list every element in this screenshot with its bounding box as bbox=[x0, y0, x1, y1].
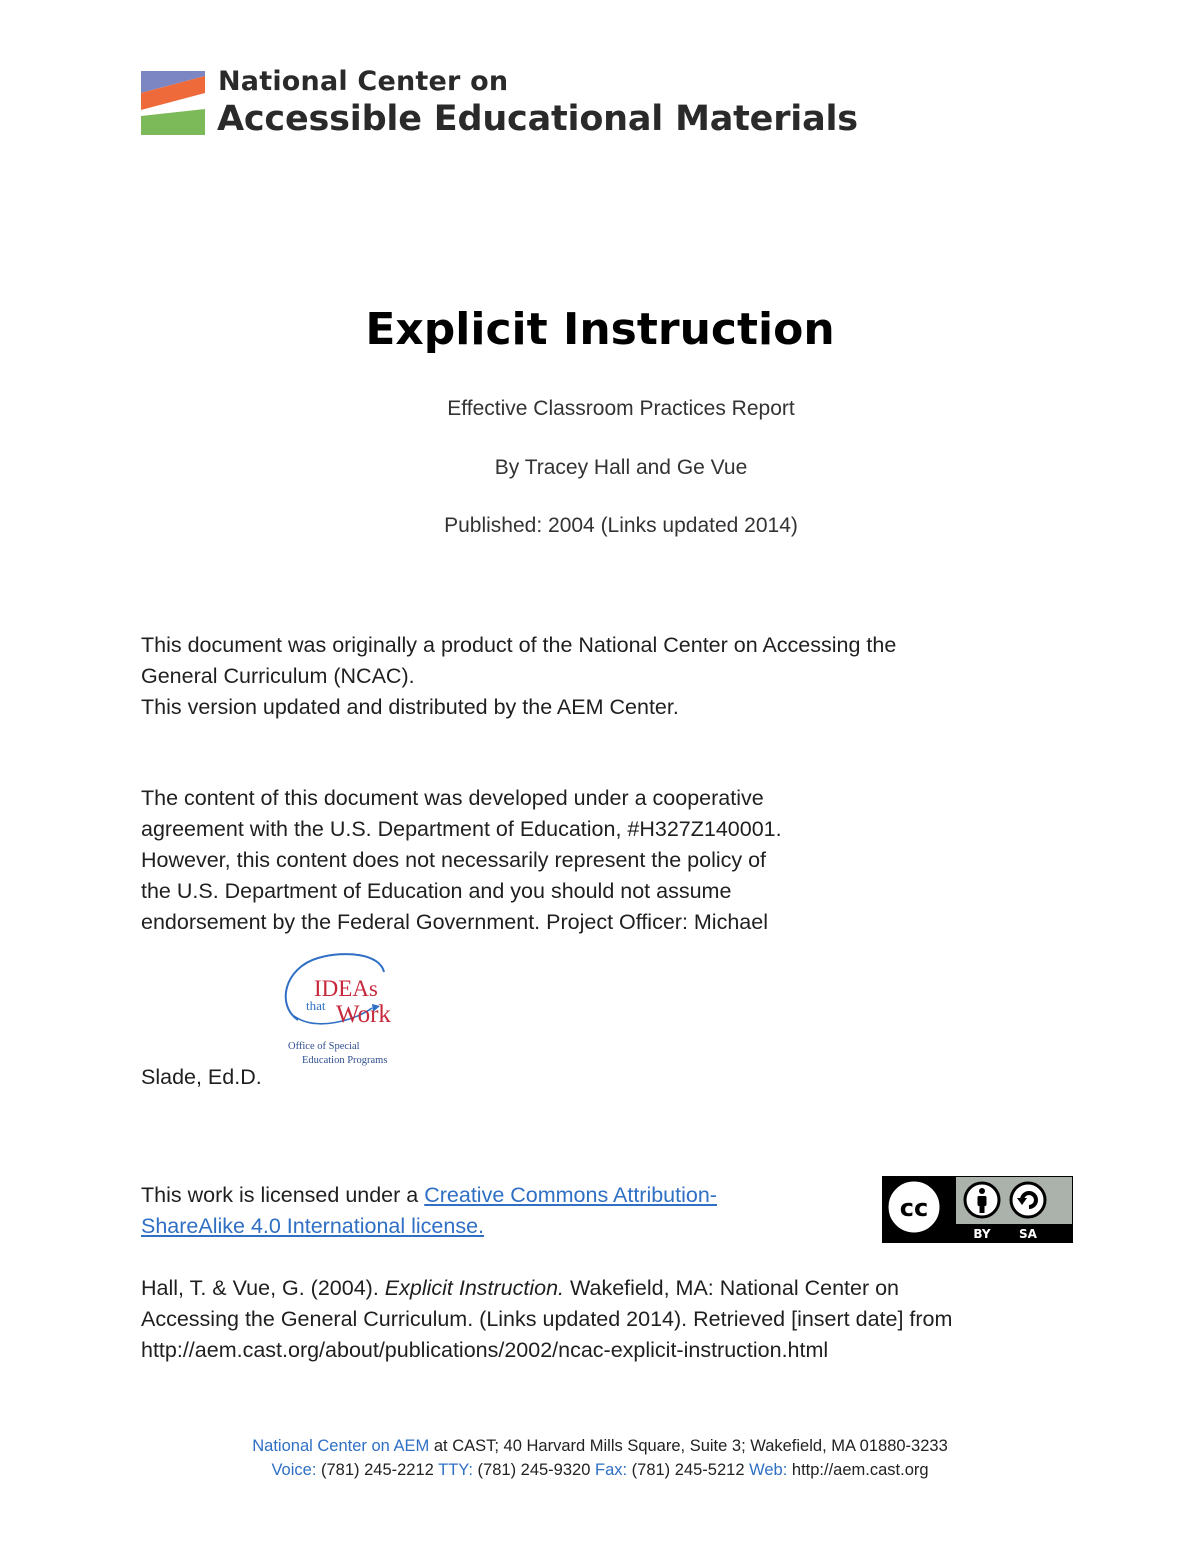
footer-voice-label: Voice: bbox=[271, 1461, 317, 1479]
license-prefix: This work is licensed under a bbox=[141, 1183, 425, 1207]
disclaimer-line: agreement with the U.S. Department of Education, #H327Z140001. bbox=[141, 817, 782, 841]
citation-url[interactable]: http://aem.cast.org/about/publications/2002/ncac-explicit-instruction.html bbox=[141, 1338, 829, 1362]
document-published: Published: 2004 (Links updated 2014) bbox=[444, 514, 798, 537]
origin-line: General Curriculum (NCAC). bbox=[141, 664, 415, 688]
disclaimer-line: the U.S. Department of Education and you should not assume bbox=[141, 879, 732, 903]
cc-badge-sa-text: SA bbox=[1019, 1227, 1037, 1241]
footer-tty-label: TTY: bbox=[438, 1461, 473, 1479]
citation-authors: Hall, T. & Vue, G. (2004). bbox=[141, 1276, 385, 1300]
license-link-line1[interactable]: Creative Commons Attribution- bbox=[424, 1183, 717, 1207]
disclaimer-line: However, this content does not necessarily represent the policy of bbox=[141, 848, 767, 872]
footer-web[interactable]: http://aem.cast.org bbox=[787, 1461, 929, 1479]
license-link-line2[interactable]: ShareAlike 4.0 International license. bbox=[141, 1214, 485, 1238]
footer-voice: (781) 245-2212 bbox=[316, 1461, 439, 1479]
ideas-logo-ideas-text: IDEAs bbox=[314, 976, 378, 1001]
origin-line: This version updated and distributed by the AEM Center. bbox=[141, 695, 679, 719]
footer-contacts bbox=[0, 1461, 1200, 1480]
disclaimer-line: The content of this document was developed under a cooperative bbox=[141, 786, 764, 810]
document-title: Explicit Instruction bbox=[365, 304, 835, 355]
logo-org-line2: Accessible Educational Materials bbox=[217, 99, 858, 139]
footer-address bbox=[0, 1437, 1200, 1456]
aem-logo-mark-icon bbox=[141, 71, 205, 135]
disclaimer-line: endorsement by the Federal Government. Project Officer: Michael bbox=[141, 910, 768, 934]
footer-org: National Center on AEM bbox=[252, 1437, 430, 1455]
cc-by-sa-badge-icon[interactable] bbox=[882, 1176, 1073, 1243]
citation-paragraph bbox=[141, 1273, 952, 1366]
footer-tty: (781) 245-9320 bbox=[472, 1461, 595, 1479]
cc-badge-by-text: BY bbox=[973, 1227, 991, 1241]
citation-line2: Accessing the General Curriculum. (Links updated 2014). Retrieved [insert date] from bbox=[141, 1307, 953, 1331]
footer-fax-label: Fax: bbox=[594, 1461, 628, 1479]
document-subtitle: Effective Classroom Practices Report bbox=[447, 397, 795, 420]
ideas-logo-work-text: Work bbox=[336, 1001, 391, 1028]
origin-line: This document was originally a product of the National Center on Accessing the bbox=[141, 633, 897, 657]
footer-web-label: Web: bbox=[749, 1461, 788, 1479]
logo-org-line1: National Center on bbox=[218, 66, 509, 97]
footer-address-text: at CAST; 40 Harvard Mills Square, Suite 3; Wakefield, MA 01880-3233 bbox=[429, 1437, 948, 1455]
ideas-that-work-logo-icon bbox=[276, 950, 412, 1070]
cc-badge-cc-text: cc bbox=[899, 1194, 929, 1222]
project-officer-suffix: Slade, Ed.D. bbox=[141, 1065, 262, 1089]
origin-paragraph bbox=[141, 630, 896, 723]
license-paragraph bbox=[141, 1180, 717, 1242]
ideas-logo-office-line2: Education Programs bbox=[302, 1055, 388, 1066]
ideas-logo-office-line1: Office of Special bbox=[288, 1041, 360, 1052]
disclaimer-paragraph bbox=[141, 783, 782, 938]
footer-fax: (781) 245-5212 bbox=[627, 1461, 750, 1479]
citation-publisher: Wakefield, MA: National Center on bbox=[564, 1276, 900, 1300]
ideas-logo-that-text: that bbox=[306, 998, 326, 1013]
document-authors: By Tracey Hall and Ge Vue bbox=[494, 456, 748, 479]
citation-title: Explicit Instruction. bbox=[384, 1276, 565, 1300]
